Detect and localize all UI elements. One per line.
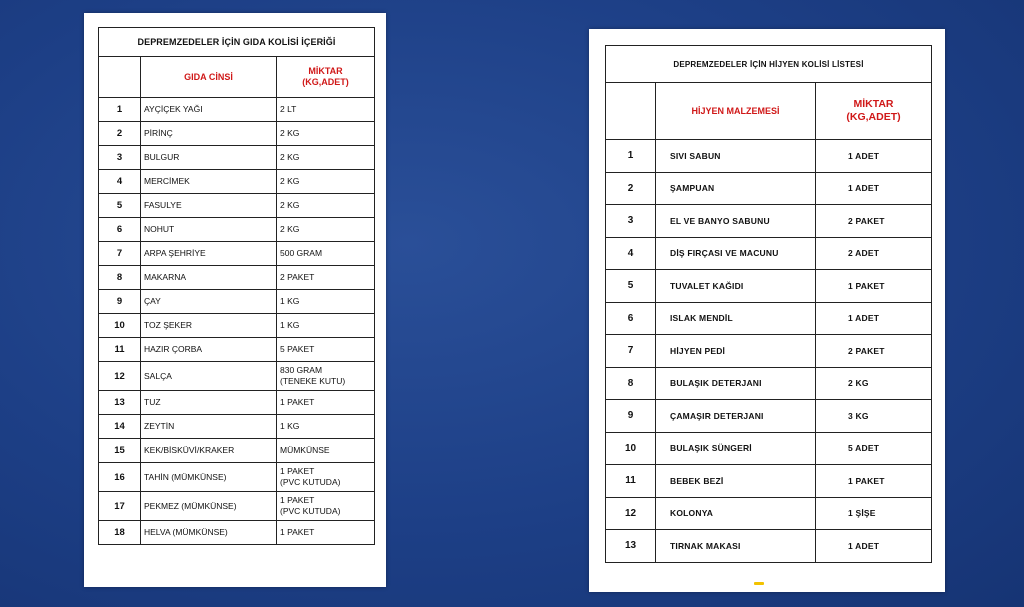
row-number: 5 (99, 194, 141, 218)
row-number: 1 (99, 98, 141, 122)
row-number: 16 (99, 463, 141, 492)
yellow-mark (754, 582, 764, 585)
item-quantity (277, 218, 375, 242)
hygiene-list-sheet (589, 29, 945, 592)
table-row (99, 290, 375, 314)
table-row (99, 492, 375, 521)
table-row (606, 172, 932, 205)
table-row (606, 237, 932, 270)
item-quantity (277, 463, 375, 492)
item-quantity-line1: 2 KG (280, 176, 300, 186)
hygiene-list-title: DEPREMZEDELER İÇİN HİJYEN KOLİSİ LİSTESİ (606, 46, 932, 83)
item-name: BULAŞIK DETERJANI (656, 367, 816, 400)
table-row (606, 140, 932, 173)
item-quantity (277, 338, 375, 362)
item-quantity-line1: 500 GRAM (280, 248, 323, 258)
row-number: 7 (99, 242, 141, 266)
row-number: 2 (99, 122, 141, 146)
item-quantity: 1 PAKET (816, 465, 932, 498)
item-quantity (277, 314, 375, 338)
item-quantity-line1: 5 PAKET (280, 344, 315, 354)
item-quantity-line1: 2 KG (280, 224, 300, 234)
row-number: 3 (606, 205, 656, 238)
item-quantity-line1: 2 LT (280, 104, 297, 114)
table-row (99, 521, 375, 545)
table-row (99, 170, 375, 194)
item-quantity (277, 194, 375, 218)
hygiene-header-item: HİJYEN MALZEMESİ (656, 83, 816, 140)
item-quantity: 1 PAKET (816, 270, 932, 303)
row-number: 1 (606, 140, 656, 173)
item-name: KOLONYA (656, 497, 816, 530)
item-quantity (277, 266, 375, 290)
row-number: 18 (99, 521, 141, 545)
row-number: 2 (606, 172, 656, 205)
item-quantity-line2: (TENEKE KUTU) (280, 376, 346, 386)
item-name: ÇAY (141, 290, 277, 314)
hygiene-list-table (605, 45, 932, 563)
item-name: BEBEK BEZİ (656, 465, 816, 498)
row-number: 8 (99, 266, 141, 290)
table-row (99, 146, 375, 170)
item-quantity-line1: 1 PAKET (280, 495, 315, 505)
item-name: TIRNAK MAKASI (656, 530, 816, 563)
item-name: HİJYEN PEDİ (656, 335, 816, 368)
row-number: 6 (99, 218, 141, 242)
row-number: 4 (99, 170, 141, 194)
item-quantity: 3 KG (816, 400, 932, 433)
table-row (99, 314, 375, 338)
table-row (99, 122, 375, 146)
item-quantity: 2 ADET (816, 237, 932, 270)
item-name: BULGUR (141, 146, 277, 170)
food-list-title: DEPREMZEDELER İÇİN GIDA KOLİSİ İÇERİĞİ (99, 28, 375, 57)
row-number: 12 (99, 362, 141, 391)
food-header-quantity (277, 57, 375, 98)
item-name: KEK/BİSKÜVİ/KRAKER (141, 439, 277, 463)
item-quantity: 2 PAKET (816, 335, 932, 368)
item-quantity-line1: 1 KG (280, 320, 300, 330)
item-name: BULAŞIK SÜNGERİ (656, 432, 816, 465)
item-name: DİŞ FIRÇASI VE MACUNU (656, 237, 816, 270)
item-name: PEKMEZ (MÜMKÜNSE) (141, 492, 277, 521)
item-name: TOZ ŞEKER (141, 314, 277, 338)
item-name: HAZIR ÇORBA (141, 338, 277, 362)
item-quantity-line2: (PVC KUTUDA) (280, 477, 341, 487)
item-name: SALÇA (141, 362, 277, 391)
item-quantity (277, 98, 375, 122)
table-row (606, 400, 932, 433)
item-quantity (277, 521, 375, 545)
row-number: 4 (606, 237, 656, 270)
item-name: MERCİMEK (141, 170, 277, 194)
table-row (606, 335, 932, 368)
hygiene-header-quantity-line2: (KG,ADET) (846, 111, 901, 123)
table-row (99, 362, 375, 391)
table-row (606, 205, 932, 238)
item-name: ZEYTİN (141, 415, 277, 439)
item-name: ISLAK MENDİL (656, 302, 816, 335)
item-name: AYÇİÇEK YAĞI (141, 98, 277, 122)
table-row (99, 391, 375, 415)
table-row (99, 266, 375, 290)
table-row (606, 497, 932, 530)
item-name: TAHİN (MÜMKÜNSE) (141, 463, 277, 492)
table-row (99, 194, 375, 218)
row-number: 9 (606, 400, 656, 433)
item-quantity-line1: 2 KG (280, 128, 300, 138)
item-name: HELVA (MÜMKÜNSE) (141, 521, 277, 545)
item-quantity-line1: 1 KG (280, 421, 300, 431)
item-quantity-line2: (PVC KUTUDA) (280, 506, 341, 516)
item-name: MAKARNA (141, 266, 277, 290)
item-name: ÇAMAŞIR DETERJANI (656, 400, 816, 433)
table-row (99, 439, 375, 463)
table-row (99, 218, 375, 242)
row-number: 9 (99, 290, 141, 314)
item-quantity: 1 ADET (816, 530, 932, 563)
item-name: EL VE BANYO SABUNU (656, 205, 816, 238)
item-quantity-line1: 1 PAKET (280, 466, 315, 476)
item-quantity: 5 ADET (816, 432, 932, 465)
food-header-item: GIDA CİNSİ (141, 57, 277, 98)
table-row (606, 302, 932, 335)
row-number: 3 (99, 146, 141, 170)
food-header-quantity-line1: MİKTAR (308, 66, 343, 76)
item-quantity-line1: 1 KG (280, 296, 300, 306)
table-row (99, 242, 375, 266)
item-quantity-line1: 2 PAKET (280, 272, 315, 282)
hygiene-header-number (606, 83, 656, 140)
row-number: 6 (606, 302, 656, 335)
item-name: SIVI SABUN (656, 140, 816, 173)
item-quantity (277, 492, 375, 521)
item-quantity: 1 ADET (816, 140, 932, 173)
item-quantity (277, 439, 375, 463)
item-name: ARPA ŞEHRİYE (141, 242, 277, 266)
row-number: 14 (99, 415, 141, 439)
row-number: 10 (606, 432, 656, 465)
item-quantity (277, 391, 375, 415)
table-row (99, 338, 375, 362)
item-name: TUVALET KAĞIDI (656, 270, 816, 303)
item-quantity-line1: 830 GRAM (280, 365, 323, 375)
item-quantity: 2 KG (816, 367, 932, 400)
table-row (99, 415, 375, 439)
item-quantity: 1 ADET (816, 302, 932, 335)
item-quantity (277, 362, 375, 391)
item-name: PİRİNÇ (141, 122, 277, 146)
row-number: 11 (606, 465, 656, 498)
row-number: 12 (606, 497, 656, 530)
food-list-sheet (84, 13, 386, 587)
item-name: TUZ (141, 391, 277, 415)
item-quantity: 1 ŞİŞE (816, 497, 932, 530)
item-quantity-line1: 1 PAKET (280, 397, 315, 407)
item-name: FASULYE (141, 194, 277, 218)
food-header-number (99, 57, 141, 98)
table-row (606, 530, 932, 563)
food-list-table (98, 27, 375, 545)
row-number: 5 (606, 270, 656, 303)
item-name: ŞAMPUAN (656, 172, 816, 205)
item-quantity (277, 290, 375, 314)
row-number: 10 (99, 314, 141, 338)
hygiene-header-quantity (816, 83, 932, 140)
row-number: 13 (99, 391, 141, 415)
item-quantity (277, 146, 375, 170)
row-number: 8 (606, 367, 656, 400)
item-quantity-line1: 2 KG (280, 152, 300, 162)
item-quantity-line1: 2 KG (280, 200, 300, 210)
hygiene-header-quantity-line1: MİKTAR (853, 98, 894, 110)
item-quantity (277, 170, 375, 194)
item-quantity (277, 242, 375, 266)
row-number: 11 (99, 338, 141, 362)
row-number: 13 (606, 530, 656, 563)
row-number: 7 (606, 335, 656, 368)
table-row (99, 98, 375, 122)
item-quantity-line1: 1 PAKET (280, 527, 315, 537)
item-name: NOHUT (141, 218, 277, 242)
table-row (606, 432, 932, 465)
table-row (99, 463, 375, 492)
table-row (606, 270, 932, 303)
item-quantity (277, 122, 375, 146)
table-row (606, 367, 932, 400)
item-quantity: 2 PAKET (816, 205, 932, 238)
item-quantity: 1 ADET (816, 172, 932, 205)
row-number: 15 (99, 439, 141, 463)
item-quantity (277, 415, 375, 439)
row-number: 17 (99, 492, 141, 521)
food-header-quantity-line2: (KG,ADET) (302, 77, 349, 87)
item-quantity-line1: MÜMKÜNSE (280, 445, 330, 455)
table-row (606, 465, 932, 498)
